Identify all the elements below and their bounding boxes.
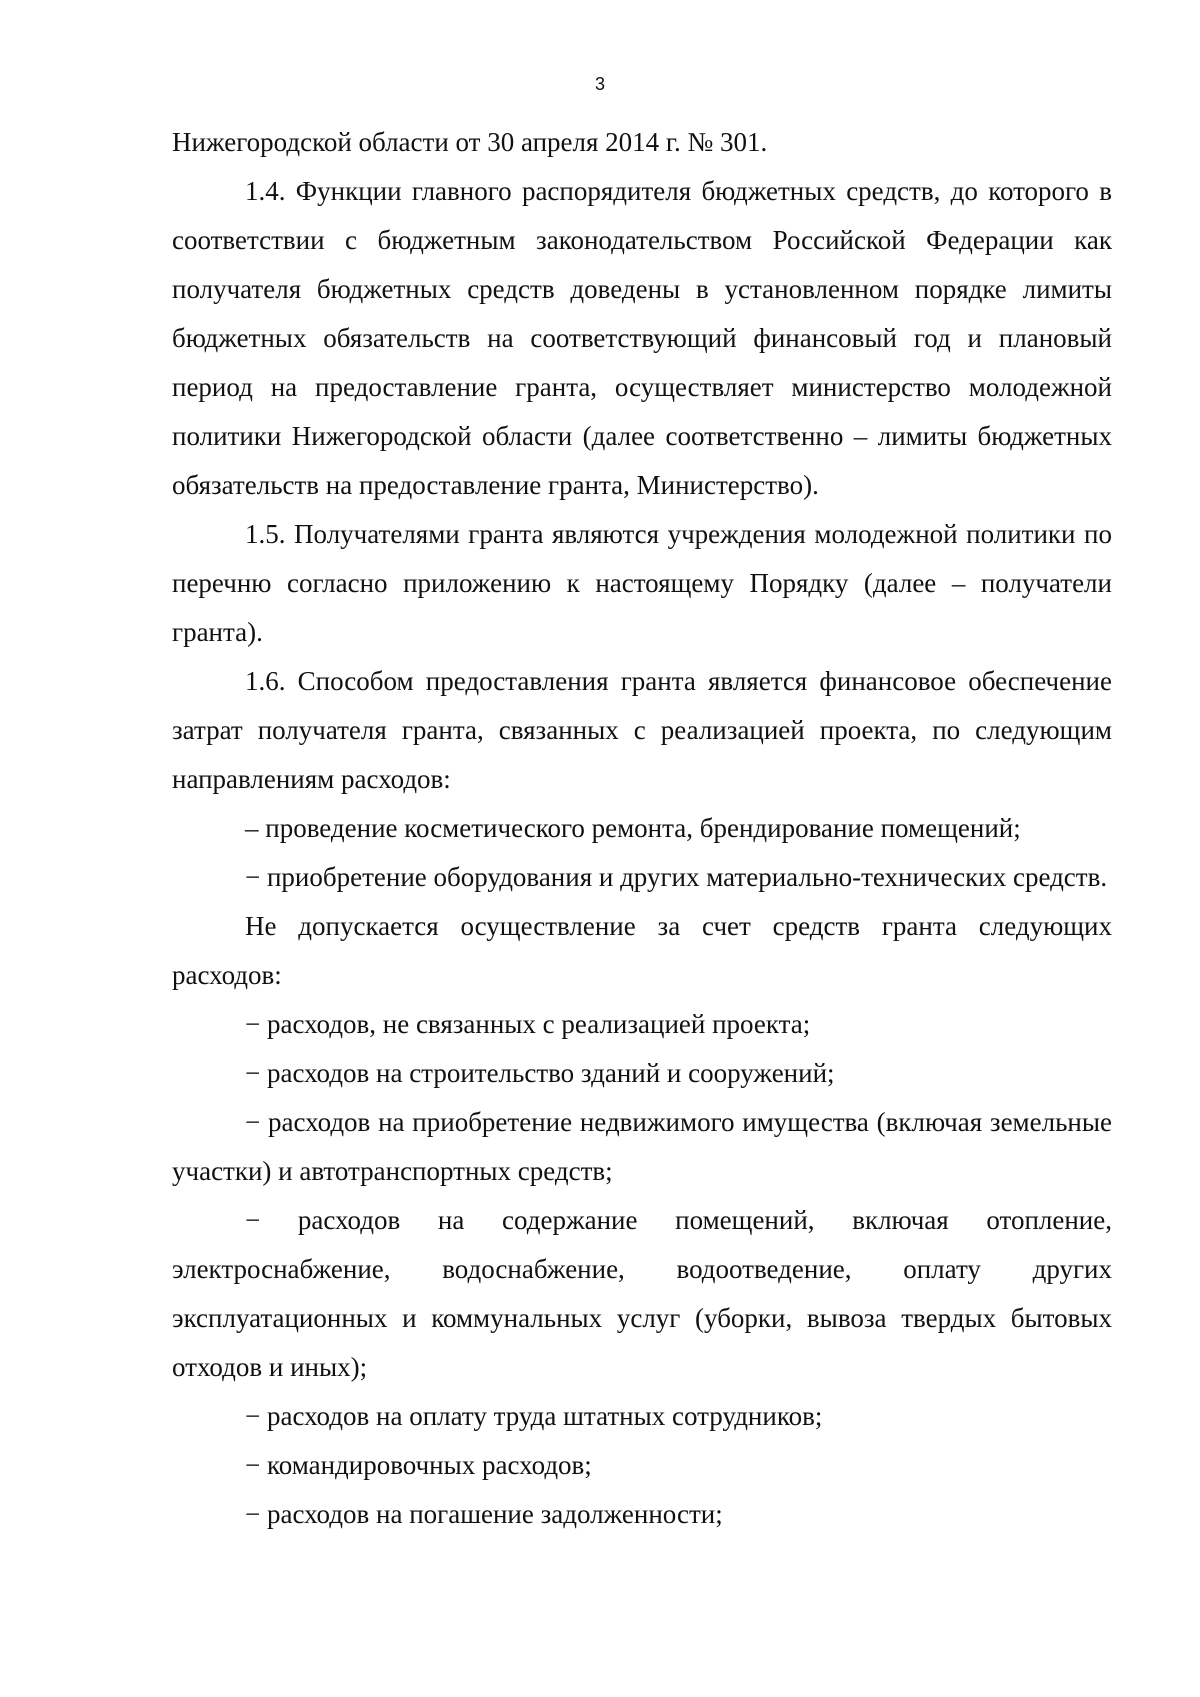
page-number: 3	[594, 74, 605, 94]
list-item: − расходов на погашение задолженности;	[245, 1499, 723, 1529]
paragraph-1-4: 1.4. Функции главного распорядителя бюджетных средств, до которого в соответствии с бюджетным законодательством Российской Федерации как получателя бюджетных средств доведены в установленном порядке лимиты бюджетных обязательств на соответствующий финансовый год и плановый период на предоставление гранта, осуществляет министерство молодежной политики Нижегородской области (далее соответственно – лимиты бюджетных обязательств на предоставление гранта, Министерство).	[172, 176, 1112, 500]
list-item: − командировочных расходов;	[245, 1450, 592, 1480]
list-item: − приобретение оборудования и других материально-технических средств.	[245, 862, 1108, 892]
list-item: − расходов на оплату труда штатных сотрудников;	[245, 1401, 823, 1431]
list-item: – проведение косметического ремонта, брендирование помещений;	[245, 813, 1021, 843]
document-body	[172, 118, 1112, 1539]
paragraph-exclusions: Не допускается осуществление за счет средств гранта следующих расходов:	[172, 911, 1112, 990]
list-item: − расходов на содержание помещений, включая отопление, электроснабжение, водоснабжение, водоотведение, оплату других эксплуатационных и коммунальных услуг (уборки, вывоза твердых бытовых отходов и иных);	[172, 1205, 1112, 1382]
paragraph-1-5: 1.5. Получателями гранта являются учреждения молодежной политики по перечню согласно приложению к настоящему Порядку (далее – получатели гранта).	[172, 519, 1112, 647]
list-item: − расходов на приобретение недвижимого имущества (включая земельные участки) и автотранспортных средств;	[172, 1107, 1112, 1186]
list-item: − расходов, не связанных с реализацией проекта;	[245, 1009, 811, 1039]
paragraph-continuation: Нижегородской области от 30 апреля 2014 г. № 301.	[172, 127, 768, 157]
list-item: − расходов на строительство зданий и сооружений;	[245, 1058, 835, 1088]
paragraph-1-6: 1.6. Способом предоставления гранта является финансовое обеспечение затрат получателя гранта, связанных с реализацией проекта, по следующим направлениям расходов:	[172, 666, 1112, 794]
